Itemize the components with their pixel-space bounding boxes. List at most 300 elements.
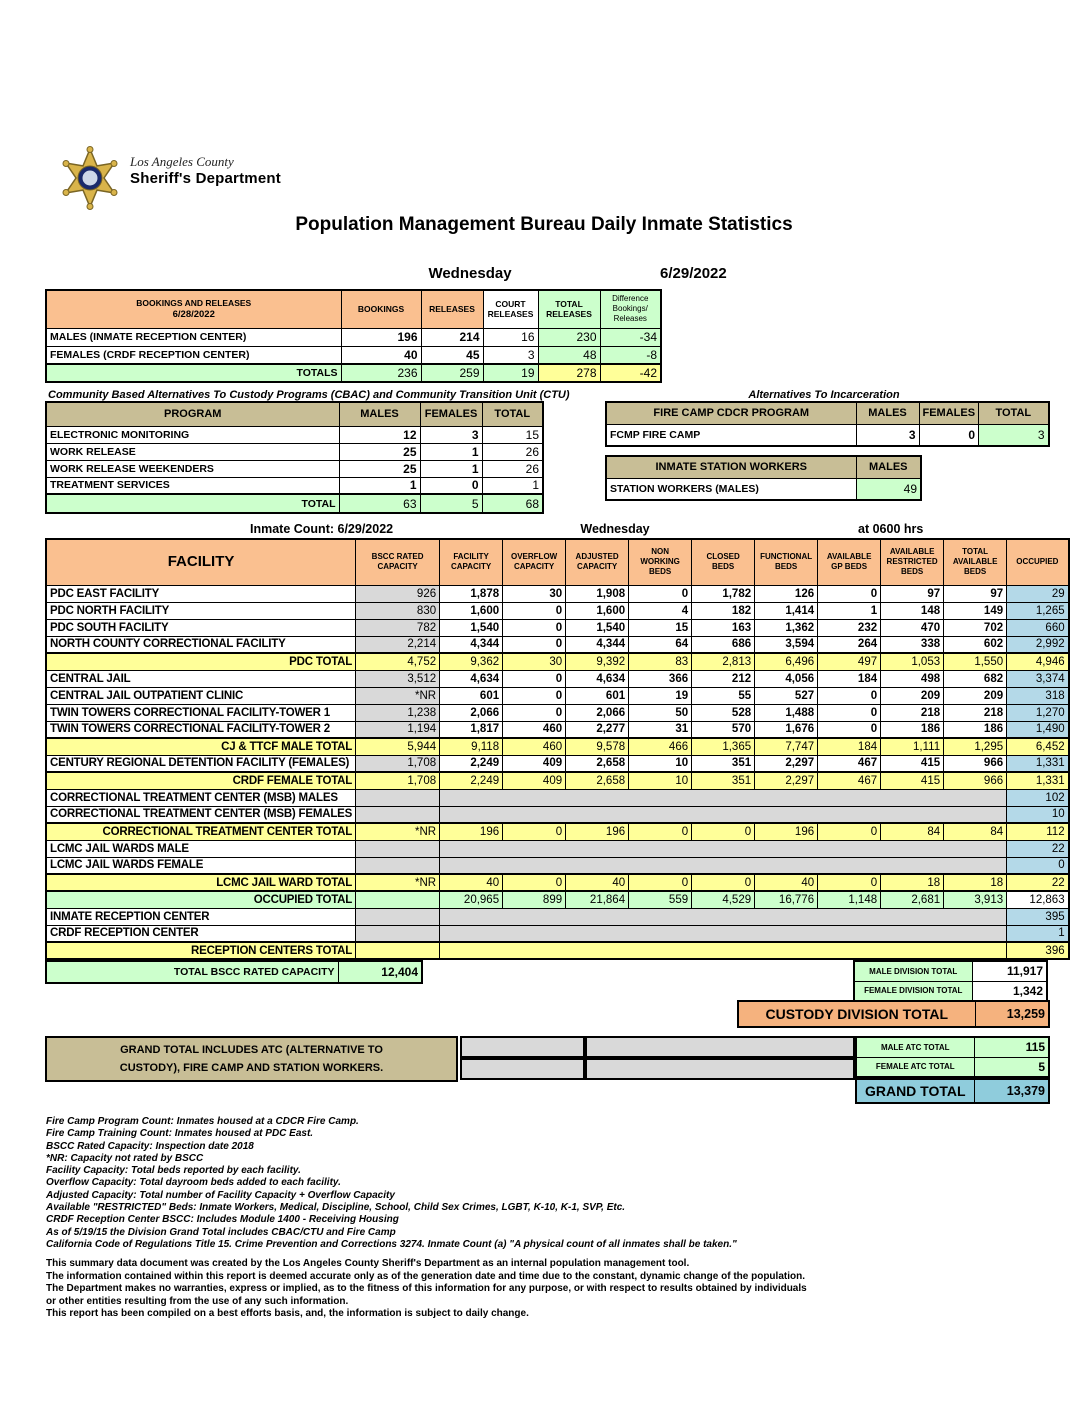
facility-row <box>46 908 1069 925</box>
bscc-cell <box>356 891 440 908</box>
facility-col-header: NON WORKING BEDS <box>629 539 692 585</box>
value-cell: 9,392 <box>566 653 629 670</box>
facility-col-header: BSCC RATED CAPACITY <box>356 539 440 585</box>
total-label: OCCUPIED TOTAL <box>46 891 356 908</box>
cbac-table <box>45 401 544 514</box>
female-division-value: 1,342 <box>972 981 1047 1001</box>
male-division-value: 11,917 <box>972 961 1047 981</box>
difference-cell: -42 <box>600 364 661 382</box>
text-line: This report has been compiled on a best efforts basis, and, the information is subject to daily change. <box>46 1308 529 1319</box>
custody-division-row <box>738 1001 1049 1027</box>
value-cell: 966 <box>944 772 1007 789</box>
value-cell: 1,540 <box>440 619 503 636</box>
facility-col-header: OCCUPIED <box>1007 539 1069 585</box>
females-cell: 5 <box>420 494 482 513</box>
value-cell: 338 <box>881 636 944 653</box>
sheriff-star-icon <box>58 146 122 212</box>
value-cell: 4,344 <box>440 636 503 653</box>
value-cell: 84 <box>944 823 1007 840</box>
bookings-total-row <box>46 364 661 382</box>
value-cell: 1,488 <box>755 704 818 721</box>
value-cell: 40 <box>755 874 818 891</box>
bscc-cell: 1,194 <box>356 721 440 738</box>
facility-row <box>46 755 1069 772</box>
text-line: Adjusted Capacity: Total number of Facility Capacity + Overflow Capacity <box>46 1189 395 1201</box>
facility-label: INMATE RECEPTION CENTER <box>46 908 356 925</box>
program-label: WORK RELEASE <box>46 443 339 460</box>
bscc-cell: 1,708 <box>356 772 440 789</box>
col-males: MALES <box>856 402 919 424</box>
bookings-date: 6/28/2022 <box>172 308 215 320</box>
value-cell: 2,297 <box>755 755 818 772</box>
value-cell: 126 <box>755 585 818 602</box>
total-releases-cell: 230 <box>538 328 600 346</box>
facility-col-header: AVAILABLE GP BEDS <box>818 539 881 585</box>
total-cell: 3 <box>979 424 1049 446</box>
value-cell: 20,965 <box>440 891 503 908</box>
occupied-cell: 29 <box>1007 585 1069 602</box>
value-cell: 2,277 <box>566 721 629 738</box>
col-females: FEMALES <box>420 402 482 426</box>
value-cell: 1,550 <box>944 653 1007 670</box>
facility-label: CENTRAL JAIL OUTPATIENT CLINIC <box>46 687 356 704</box>
grand-total-note-line2: CUSTODY), FIRE CAMP AND STATION WORKERS. <box>119 1061 384 1074</box>
facility-label: CENTURY REGIONAL DETENTION FACILITY (FEMALES) <box>46 755 356 772</box>
value-cell: 460 <box>503 738 566 755</box>
col-bookings: BOOKINGS <box>341 290 421 328</box>
station-header-row <box>606 456 921 478</box>
subtotal-label: CRDF FEMALE TOTAL <box>46 772 356 789</box>
subtotal-label: CORRECTIONAL TREATMENT CENTER TOTAL <box>46 823 356 840</box>
value-cell: 466 <box>629 738 692 755</box>
merged-cell <box>440 925 1007 942</box>
male-division-row <box>854 961 1047 981</box>
cbac-title: Community Based Alternatives To Custody Programs (CBAC) and Community Transition Unit (CTU) <box>48 389 570 401</box>
custody-division-table <box>737 1000 1050 1028</box>
total-cell: 68 <box>482 494 543 513</box>
bscc-cell <box>356 857 440 874</box>
value-cell: 2,249 <box>440 772 503 789</box>
facility-col-header: ADJUSTED CAPACITY <box>566 539 629 585</box>
bookings-row <box>46 328 661 346</box>
occupied-cell: 318 <box>1007 687 1069 704</box>
bookings-cell: 196 <box>341 328 421 346</box>
bscc-cell: *NR <box>356 823 440 840</box>
occupied-cell: 112 <box>1007 823 1069 840</box>
value-cell: 196 <box>440 823 503 840</box>
cbac-row <box>46 443 543 460</box>
cbac-total-row <box>46 494 543 513</box>
value-cell: 0 <box>503 874 566 891</box>
females-cell: 1 <box>420 443 482 460</box>
value-cell: 0 <box>503 602 566 619</box>
value-cell: 409 <box>503 755 566 772</box>
facility-row <box>46 619 1069 636</box>
value-cell: 0 <box>629 585 692 602</box>
value-cell: 1,600 <box>566 602 629 619</box>
value-cell: 2,681 <box>881 891 944 908</box>
text-line: Facility Capacity: Total beds reported by each facility. <box>46 1165 301 1177</box>
text-line: The information contained within this report is deemed accurate only as of the generation date and time due to the constant, dynamic change of the population. <box>46 1270 805 1282</box>
value-cell: 0 <box>629 823 692 840</box>
occupied-cell: 396 <box>1007 942 1069 959</box>
value-cell: 55 <box>692 687 755 704</box>
female-atc-label: FEMALE ATC TOTAL <box>856 1057 974 1077</box>
value-cell: 196 <box>566 823 629 840</box>
text-line: This summary data document was created by the Los Angeles County Sheriff's Department as an internal population management tool. <box>46 1258 690 1269</box>
facility-row <box>46 857 1069 874</box>
value-cell: 1,676 <box>755 721 818 738</box>
bookings-table <box>45 289 662 383</box>
value-cell: 1,782 <box>692 585 755 602</box>
merged-cell <box>440 806 1007 823</box>
value-cell: 0 <box>818 585 881 602</box>
facility-col-header: FACILITY CAPACITY <box>440 539 503 585</box>
value-cell: 1,295 <box>944 738 1007 755</box>
value-cell: 218 <box>881 704 944 721</box>
value-cell: 182 <box>692 602 755 619</box>
occupied-cell: 1,270 <box>1007 704 1069 721</box>
report-day: Wednesday <box>428 265 512 282</box>
fire-camp-row <box>606 424 1049 446</box>
facility-col-header: FACILITY <box>46 539 356 585</box>
bscc-cell: 926 <box>356 585 440 602</box>
value-cell: 602 <box>944 636 1007 653</box>
bscc-cell <box>356 942 440 959</box>
male-division-label: MALE DIVISION TOTAL <box>854 961 972 981</box>
value-cell: 186 <box>881 721 944 738</box>
bscc-total-table <box>45 960 423 984</box>
total-label: TOTAL <box>46 494 339 513</box>
value-cell: 351 <box>692 755 755 772</box>
bscc-cell: *NR <box>356 874 440 891</box>
occupied-cell: 1,331 <box>1007 755 1069 772</box>
facility-label: PDC SOUTH FACILITY <box>46 619 356 636</box>
court-releases-cell: 19 <box>483 364 538 382</box>
facility-label: TWIN TOWERS CORRECTIONAL FACILITY-TOWER 1 <box>46 704 356 721</box>
total-cell: 26 <box>482 443 543 460</box>
value-cell: 1,414 <box>755 602 818 619</box>
col-females: FEMALES <box>919 402 979 424</box>
fire-header-row <box>606 402 1049 424</box>
facility-row <box>46 772 1069 789</box>
grand-total-label: GRAND TOTAL <box>856 1079 974 1103</box>
inmate-count-time: at 0600 hrs <box>858 522 924 536</box>
facility-row <box>46 602 1069 619</box>
occupied-cell: 22 <box>1007 840 1069 857</box>
value-cell: 97 <box>944 585 1007 602</box>
court-releases-cell: 3 <box>483 346 538 364</box>
value-cell: 1,878 <box>440 585 503 602</box>
cbac-header-row <box>46 402 543 426</box>
males-cell: 12 <box>339 426 420 443</box>
males-cell: 3 <box>856 424 919 446</box>
value-cell: 1,540 <box>566 619 629 636</box>
value-cell: 21,864 <box>566 891 629 908</box>
program-label: TREATMENT SERVICES <box>46 477 339 494</box>
bookings-header-row <box>46 290 661 328</box>
col-station-workers: INMATE STATION WORKERS <box>606 456 856 478</box>
col-total: TOTAL <box>482 402 543 426</box>
merged-cell <box>440 857 1007 874</box>
bscc-cell: 1,708 <box>356 755 440 772</box>
value-cell: 3,913 <box>944 891 1007 908</box>
facility-col-header: FUNCTIONAL BEDS <box>755 539 818 585</box>
bscc-cell <box>356 925 440 942</box>
alternatives-title: Alternatives To Incarceration <box>748 389 900 401</box>
value-cell: 209 <box>881 687 944 704</box>
subtotal-label: RECEPTION CENTERS TOTAL <box>46 942 356 959</box>
value-cell: 601 <box>440 687 503 704</box>
subtotal-label: PDC TOTAL <box>46 653 356 670</box>
occupied-cell: 3,374 <box>1007 670 1069 687</box>
value-cell: 4 <box>629 602 692 619</box>
value-cell: 18 <box>881 874 944 891</box>
male-atc-label: MALE ATC TOTAL <box>856 1037 974 1057</box>
value-cell: 3,594 <box>755 636 818 653</box>
bscc-cell: 1,238 <box>356 704 440 721</box>
merged-cell <box>440 942 1007 959</box>
releases-cell: 259 <box>421 364 483 382</box>
text-line: The Department makes no warranties, express or implied, as to the fitness of this information for any purpose, or with respect to results obtained by individuals <box>46 1283 807 1294</box>
value-cell: 601 <box>566 687 629 704</box>
col-fire-program: FIRE CAMP CDCR PROGRAM <box>606 402 856 424</box>
facility-row <box>46 636 1069 653</box>
page-title: Population Management Bureau Daily Inmate Statistics <box>295 214 793 235</box>
text-line: Fire Camp Program Count: Inmates housed at a CDCR Fire Camp. <box>46 1116 359 1127</box>
facility-row <box>46 925 1069 942</box>
court-releases-cell: 16 <box>483 328 538 346</box>
males-cell: 63 <box>339 494 420 513</box>
bscc-cell: 2,214 <box>356 636 440 653</box>
facility-row <box>46 687 1069 704</box>
col-males: MALES <box>856 456 921 478</box>
facility-col-header: CLOSED BEDS <box>692 539 755 585</box>
female-division-label: FEMALE DIVISION TOTAL <box>854 981 972 1001</box>
value-cell: 97 <box>881 585 944 602</box>
total-releases-cell: 48 <box>538 346 600 364</box>
value-cell: 83 <box>629 653 692 670</box>
inmate-count-day: Wednesday <box>580 522 650 536</box>
value-cell: 682 <box>944 670 1007 687</box>
value-cell: 4,344 <box>566 636 629 653</box>
value-cell: 467 <box>818 755 881 772</box>
value-cell: 0 <box>503 687 566 704</box>
fire-tbody <box>606 424 1049 446</box>
occupied-cell: 12,863 <box>1007 891 1069 908</box>
value-cell: 40 <box>440 874 503 891</box>
text-line: Available "RESTRICTED" Beds: Inmate Workers, Medical, Discipline, School, Child Sex Crimes, LGBT, K-10, K-1, SVP, Etc. <box>46 1202 626 1214</box>
cbac-row <box>46 460 543 477</box>
subtotal-label: LCMC JAIL WARD TOTAL <box>46 874 356 891</box>
program-label: ELECTRONIC MONITORING <box>46 426 339 443</box>
males-cell: 1 <box>339 477 420 494</box>
facility-label: PDC EAST FACILITY <box>46 585 356 602</box>
facility-label: NORTH COUNTY CORRECTIONAL FACILITY <box>46 636 356 653</box>
grand-total-note <box>45 1036 458 1082</box>
value-cell: 9,118 <box>440 738 503 755</box>
facility-label: CRDF RECEPTION CENTER <box>46 925 356 942</box>
col-males: MALES <box>339 402 420 426</box>
report-date: 6/29/2022 <box>660 265 727 282</box>
cbac-row <box>46 477 543 494</box>
value-cell: 50 <box>629 704 692 721</box>
value-cell: 415 <box>881 755 944 772</box>
females-cell: 0 <box>919 424 979 446</box>
value-cell: 19 <box>629 687 692 704</box>
value-cell: 184 <box>818 670 881 687</box>
facility-table <box>45 538 1070 960</box>
value-cell: 1,365 <box>692 738 755 755</box>
facility-col-header: TOTAL AVAILABLE BEDS <box>944 539 1007 585</box>
custody-division-value: 13,259 <box>975 1001 1049 1027</box>
female-atc-value: 5 <box>974 1057 1049 1077</box>
bookings-row <box>46 346 661 364</box>
occupied-cell: 2,992 <box>1007 636 1069 653</box>
grand-total-note-line1: GRAND TOTAL INCLUDES ATC (ALTERNATIVE TO <box>120 1044 383 1056</box>
value-cell: 0 <box>629 874 692 891</box>
value-cell: 30 <box>503 585 566 602</box>
facility-row <box>46 704 1069 721</box>
inmate-count-label: Inmate Count: 6/29/2022 <box>250 522 394 536</box>
value-cell: 16,776 <box>755 891 818 908</box>
row-label: STATION WORKERS (MALES) <box>606 478 856 500</box>
value-cell: 212 <box>692 670 755 687</box>
value-cell: 409 <box>503 772 566 789</box>
cbac-row <box>46 426 543 443</box>
bscc-cell: 4,752 <box>356 653 440 670</box>
text-line: or other entities resulting from the use of any such information. <box>46 1295 349 1307</box>
bookings-title: BOOKINGS AND RELEASES <box>136 298 252 308</box>
grand-total-table <box>855 1078 1050 1104</box>
releases-cell: 214 <box>421 328 483 346</box>
col-program: PROGRAM <box>46 402 339 426</box>
value-cell: 899 <box>503 891 566 908</box>
merged-cell <box>440 840 1007 857</box>
facility-label: PDC NORTH FACILITY <box>46 602 356 619</box>
bscc-cell <box>356 840 440 857</box>
col-court-releases: COURT RELEASES <box>483 290 538 328</box>
value-cell: 2,297 <box>755 772 818 789</box>
facility-row <box>46 653 1069 670</box>
facility-row <box>46 874 1069 891</box>
value-cell: 209 <box>944 687 1007 704</box>
station-workers-row <box>606 478 921 500</box>
bookings-cell: 40 <box>341 346 421 364</box>
value-cell: 196 <box>755 823 818 840</box>
occupied-cell: 4,946 <box>1007 653 1069 670</box>
males-cell: 49 <box>856 478 921 500</box>
facility-row <box>46 670 1069 687</box>
merged-cell <box>440 908 1007 925</box>
text-line: CRDF Reception Center BSCC: Includes Module 1400 - Receiving Housing <box>46 1214 399 1226</box>
spacer-cell <box>460 1058 585 1080</box>
value-cell: 2,066 <box>566 704 629 721</box>
difference-cell: -34 <box>600 328 661 346</box>
facility-label: CORRECTIONAL TREATMENT CENTER (MSB) MALES <box>46 789 356 806</box>
occupied-cell: 0 <box>1007 857 1069 874</box>
value-cell: 30 <box>503 653 566 670</box>
female-division-row <box>854 981 1047 1001</box>
atc-totals-table <box>855 1036 1050 1078</box>
occupied-cell: 6,452 <box>1007 738 1069 755</box>
value-cell: 702 <box>944 619 1007 636</box>
bscc-cell: 830 <box>356 602 440 619</box>
value-cell: 351 <box>692 772 755 789</box>
bscc-cell: 782 <box>356 619 440 636</box>
total-cell: 1 <box>482 477 543 494</box>
value-cell: 0 <box>818 704 881 721</box>
station-workers-table <box>605 455 922 501</box>
col-difference: Difference Bookings/ Releases <box>600 290 661 328</box>
value-cell: 15 <box>629 619 692 636</box>
merged-cell <box>440 789 1007 806</box>
bscc-total-row <box>46 961 422 983</box>
col-total-releases: TOTAL RELEASES <box>538 290 600 328</box>
bscc-cell <box>356 806 440 823</box>
males-cell: 25 <box>339 460 420 477</box>
value-cell: 2,066 <box>440 704 503 721</box>
value-cell: 1,362 <box>755 619 818 636</box>
division-totals-table <box>853 960 1048 1002</box>
value-cell: 0 <box>503 704 566 721</box>
value-cell: 559 <box>629 891 692 908</box>
value-cell: 1,053 <box>881 653 944 670</box>
value-cell: 10 <box>629 755 692 772</box>
value-cell: 2,249 <box>440 755 503 772</box>
value-cell: 84 <box>881 823 944 840</box>
occupied-cell: 660 <box>1007 619 1069 636</box>
females-cell: 3 <box>420 426 482 443</box>
value-cell: 232 <box>818 619 881 636</box>
bscc-cell <box>356 789 440 806</box>
value-cell: 31 <box>629 721 692 738</box>
value-cell: 1,908 <box>566 585 629 602</box>
value-cell: 4,634 <box>566 670 629 687</box>
value-cell: 467 <box>818 772 881 789</box>
facility-tbody <box>46 585 1069 959</box>
value-cell: 4,056 <box>755 670 818 687</box>
value-cell: 7,747 <box>755 738 818 755</box>
occupied-cell: 22 <box>1007 874 1069 891</box>
facility-row <box>46 789 1069 806</box>
facility-label: LCMC JAIL WARDS FEMALE <box>46 857 356 874</box>
value-cell: 686 <box>692 636 755 653</box>
occupied-cell: 1 <box>1007 925 1069 942</box>
value-cell: 6,496 <box>755 653 818 670</box>
value-cell: 264 <box>818 636 881 653</box>
row-label: FEMALES (CRDF RECEPTION CENTER) <box>46 346 341 364</box>
female-atc-row <box>856 1057 1049 1077</box>
text-line: *NR: Capacity not rated by BSCC <box>46 1152 204 1164</box>
facility-row <box>46 942 1069 959</box>
occupied-cell: 1,490 <box>1007 721 1069 738</box>
value-cell: 1,600 <box>440 602 503 619</box>
value-cell: 460 <box>503 721 566 738</box>
male-atc-row <box>856 1037 1049 1057</box>
females-cell: 0 <box>420 477 482 494</box>
value-cell: 4,634 <box>440 670 503 687</box>
bookings-tbody <box>46 328 661 382</box>
bscc-cell: 3,512 <box>356 670 440 687</box>
facility-row <box>46 891 1069 908</box>
value-cell: 186 <box>944 721 1007 738</box>
difference-cell: -8 <box>600 346 661 364</box>
text-line: California Code of Regulations Title 15. Crime Prevention and Corrections 3274. Inmate Count (a) "A physical count of all inmates shall be taken." <box>46 1238 737 1250</box>
occupied-cell: 1,331 <box>1007 772 1069 789</box>
col-releases: RELEASES <box>421 290 483 328</box>
bscc-total-label: TOTAL BSCC RATED CAPACITY <box>46 961 338 983</box>
